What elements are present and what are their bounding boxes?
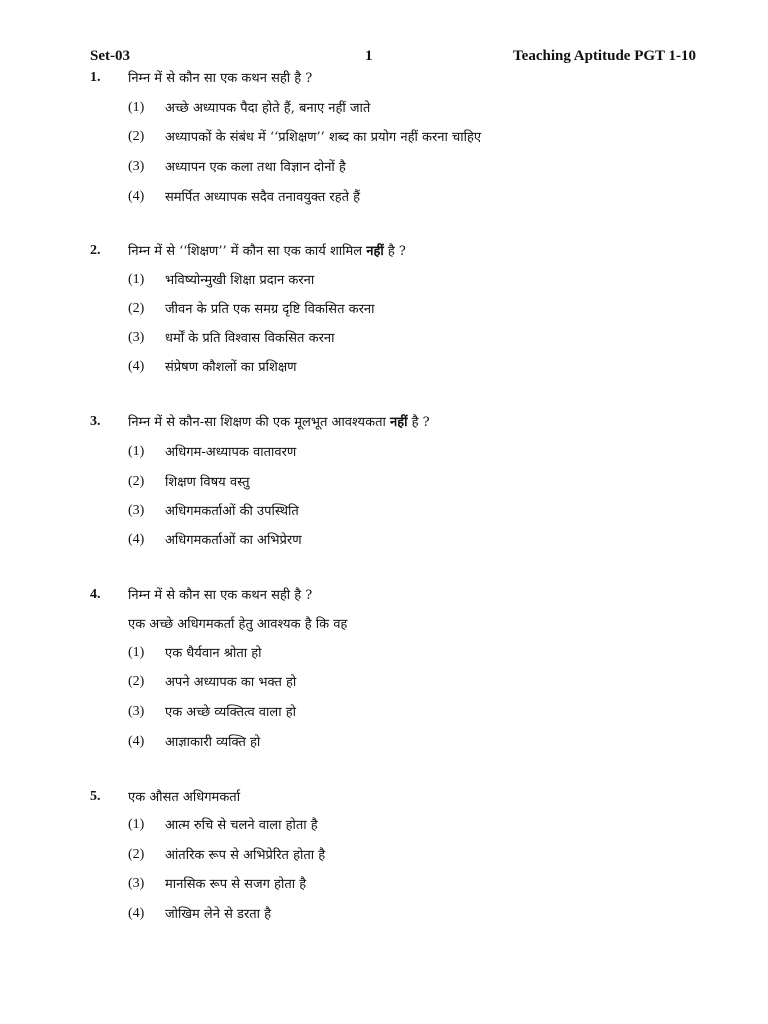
question-number: 2. (90, 243, 101, 258)
option-text: आंतरिक रूप से अभिप्रेरित होता है (165, 848, 326, 863)
option-text: एक धैर्यवान श्रोता हो (165, 646, 262, 661)
question-number: 4. (90, 587, 101, 602)
option-label: (4) (128, 734, 145, 749)
option-text: अध्यापकों के संबंध में ‘‘प्रशिक्षण’’ शब्द का प्रयोग नहीं करना चाहिए (165, 130, 482, 145)
option-text: अपने अध्यापक का भक्त हो (165, 675, 297, 690)
option-text: मानसिक रूप से सजग होता है (165, 877, 307, 892)
option-text: जीवन के प्रति एक समग्र दृष्टि विकसित करना (165, 302, 375, 317)
option-label: (4) (128, 906, 145, 921)
option-label: (1) (128, 817, 145, 832)
option-text: अच्छे अध्यापक पैदा होते हैं, बनाए नहीं जाते (165, 101, 371, 116)
option-label: (1) (128, 444, 145, 459)
option-text: एक अच्छे व्यक्तित्व वाला हो (165, 705, 296, 720)
option-text: अधिगमकर्ताओं की उपस्थिति (165, 504, 299, 519)
option-label: (4) (128, 189, 145, 204)
option-text: भविष्योन्मुखी शिक्षा प्रदान करना (165, 273, 315, 288)
question-number: 5. (90, 789, 101, 804)
option-label: (3) (128, 876, 145, 891)
question-text: एक औसत अधिगमकर्ता (128, 790, 241, 805)
question-text: निम्न में से कौन सा एक कथन सही है ? (128, 71, 313, 86)
question-number: 3. (90, 414, 101, 429)
option-label: (2) (128, 474, 145, 489)
document-title: Teaching Aptitude PGT 1-10 (513, 48, 696, 64)
option-text: संप्रेषण कौशलों का प्रशिक्षण (165, 360, 297, 375)
option-label: (4) (128, 359, 145, 374)
option-label: (1) (128, 100, 145, 115)
option-text: अध्यापन एक कला तथा विज्ञान दोनों है (165, 160, 346, 175)
option-text: धर्मों के प्रति विश्वास विकसित करना (165, 331, 335, 346)
option-label: (3) (128, 704, 145, 719)
option-label: (3) (128, 330, 145, 345)
option-label: (2) (128, 301, 145, 316)
question-text: निम्न में से कौन सा एक कथन सही है ? (128, 588, 313, 603)
option-label: (1) (128, 272, 145, 287)
page-number: 1 (365, 48, 373, 64)
question-text: निम्न में से ‘‘शिक्षण’’ में कौन सा एक कार्य शामिल नहीं है ? (128, 244, 406, 259)
set-label: Set-03 (90, 48, 130, 64)
option-label: (3) (128, 159, 145, 174)
option-label: (4) (128, 532, 145, 547)
option-label: (2) (128, 129, 145, 144)
question-text: निम्न में से कौन-सा शिक्षण की एक मूलभूत आवश्यकता नहीं है ? (128, 415, 430, 430)
option-text: जोखिम लेने से डरता है (165, 907, 272, 922)
question-stem: एक अच्छे अधिगमकर्ता हेतु आवश्यक है कि वह (128, 617, 348, 632)
question-number: 1. (90, 70, 101, 85)
option-text: शिक्षण विषय वस्तु (165, 475, 250, 490)
option-text: अधिगम-अध्यापक वातावरण (165, 445, 297, 460)
option-label: (1) (128, 645, 145, 660)
option-label: (2) (128, 847, 145, 862)
option-text: समर्पित अध्यापक सदैव तनावयुक्त रहते हैं (165, 190, 361, 205)
option-text: अधिगमकर्ताओं का अभिप्रेरण (165, 533, 302, 548)
option-text: आत्म रुचि से चलने वाला होता है (165, 818, 318, 833)
option-text: आज्ञाकारी व्यक्ति हो (165, 735, 261, 750)
option-label: (2) (128, 674, 145, 689)
option-label: (3) (128, 503, 145, 518)
